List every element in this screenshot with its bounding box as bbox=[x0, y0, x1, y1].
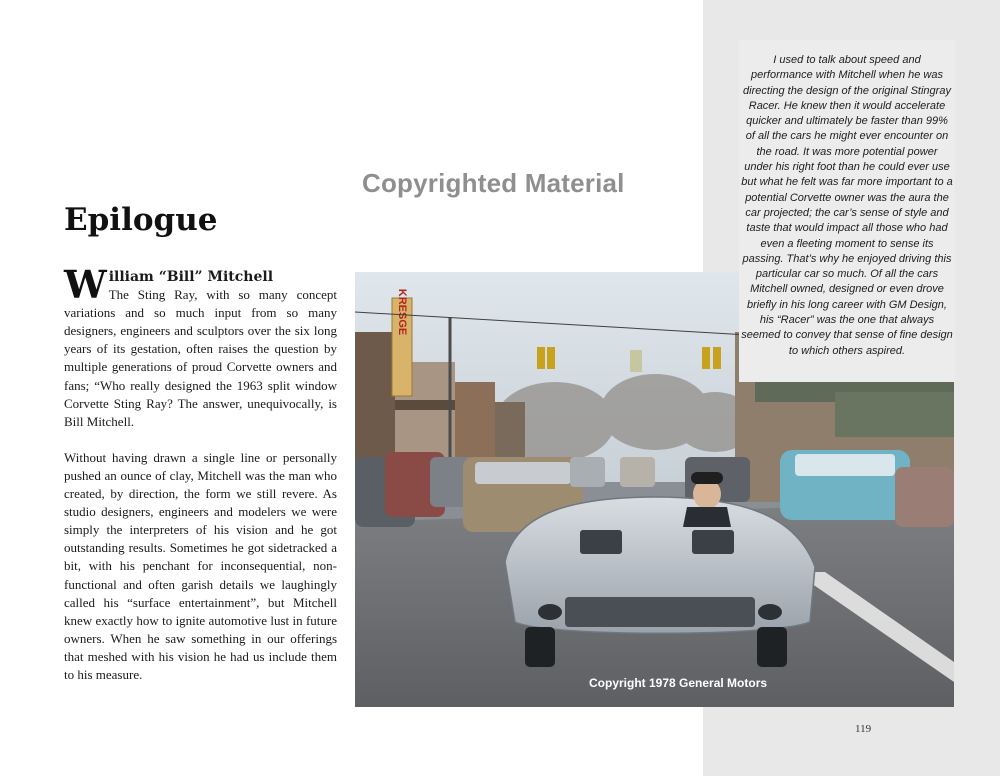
page-number: 119 bbox=[855, 723, 872, 735]
chapter-title: Epilogue bbox=[64, 202, 218, 238]
photo-credit: Copyright 1978 General Motors bbox=[589, 676, 768, 690]
drop-cap: W bbox=[64, 262, 107, 307]
sidebar-quote: I used to talk about speed and performance with Mitchell when he was directing the design of the original Stingray Racer. He knew then it would accelerate quicker and ultimately be faster than 99% of all the cars he might ever encounter on the road. It was more potential power under his right foot than he could ever use but what he felt was far more important to a potential Corvette owner was the aura the car projected; the car’s sense of style and taste that would impact all those who had even a fleeting moment to sense its passing. That’s why he enjoyed driving this particular car so much. Of all the cars Mitchell owned, designed or even drove briefly in his long career with GM Design, his “Racer” was the one that always seemed to convey that sense of fine design to which others aspired. bbox=[741, 54, 953, 357]
body-text-column bbox=[64, 262, 337, 684]
kresge-sign: KRESGE bbox=[396, 288, 408, 336]
paragraph-2: Without having drawn a single line or personally pushed an ounce of clay, Mitchell was the man who created, by direction, the form we still revere. As studio designers, engineers and modelers we were simply the interpreters of his vision and he got outstanding results. Sometimes he got sidetracked a bit, with his penchant for inconsequential, non-functional and often garish details we laughingly called his “surface entertainment”, but Mitchell knew exactly how to ignite automotive lust in future owners. When he saw something in our offerings that meshed with his vision he had us include them to his measure. bbox=[64, 449, 337, 682]
copyright-watermark: Copyrighted Material bbox=[362, 168, 625, 198]
paragraph-1 bbox=[64, 262, 337, 431]
section-subhead: illiam “Bill” Mitchell bbox=[108, 269, 274, 285]
paragraph-1-text: The Sting Ray, with so many concept variations and so much input from so many designers, engineers and sculptors over the six long years of its gestation, often raises the question by multiple generations of proud Corvette owners and fans; “Who really designed the 1963 split window Corvette Sting Ray? The answer, unequivocally, is Bill Mitchell. bbox=[64, 287, 337, 429]
